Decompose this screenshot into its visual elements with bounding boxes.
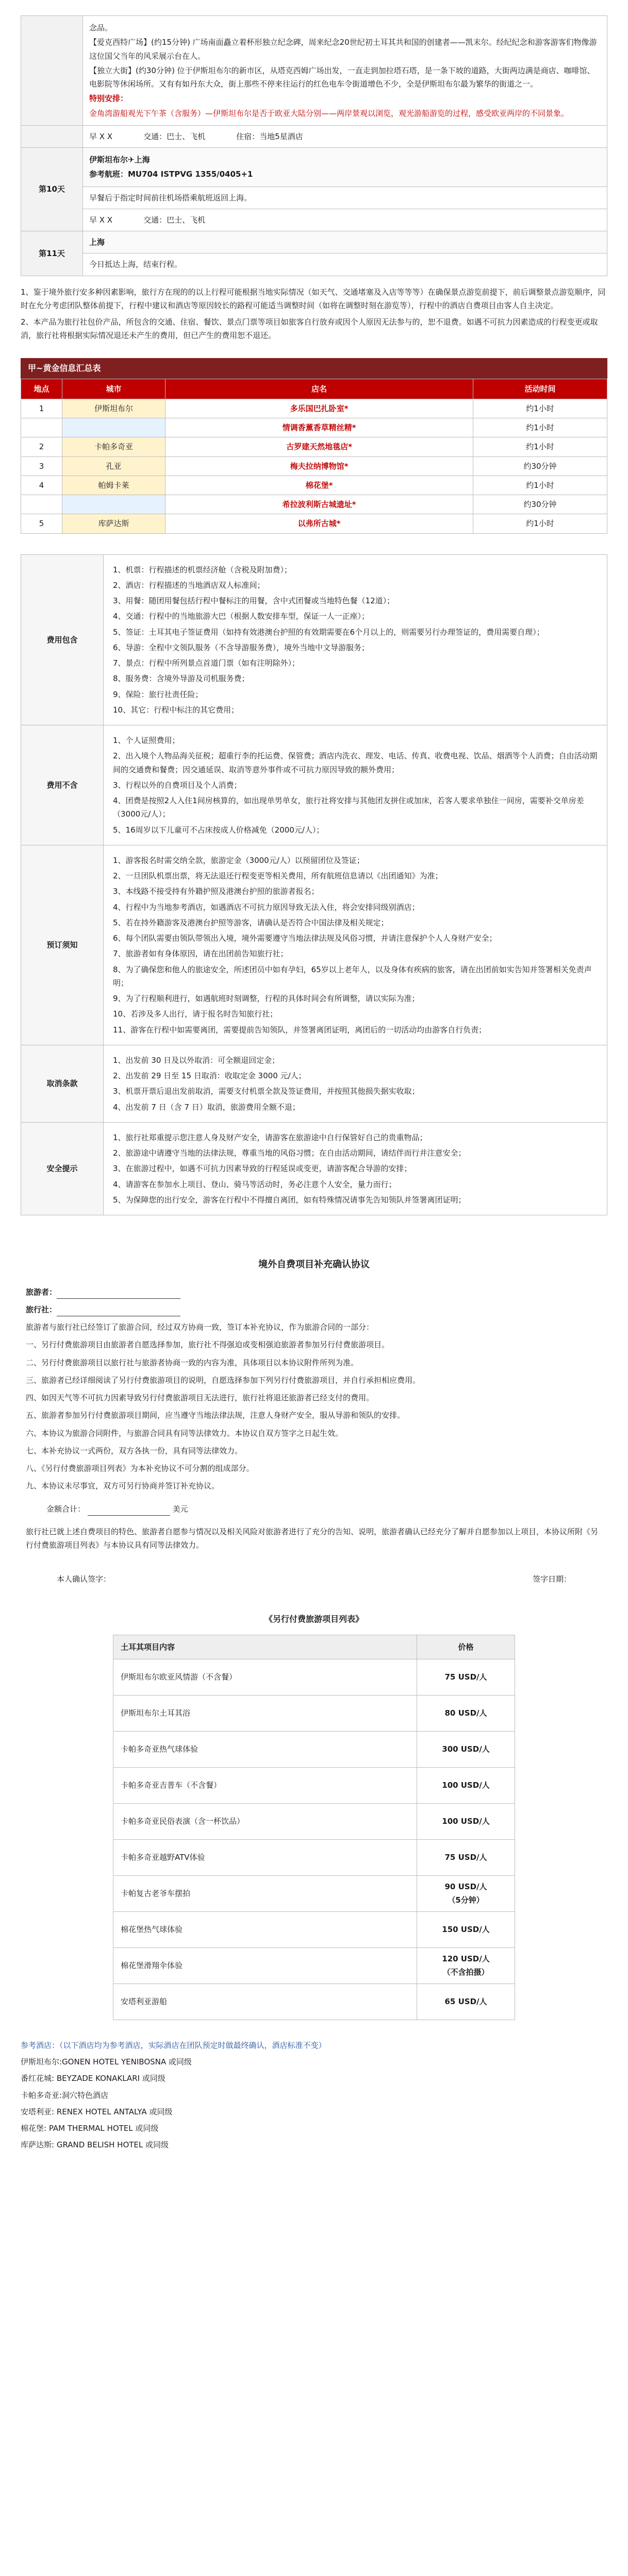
shop-no: 3: [21, 456, 62, 476]
shop-time: 约1小时: [473, 476, 607, 495]
agreement-paragraph: 二、另行付费旅游项目以旅行社与旅游者协商一致的内容为准，具体项目以本协议附件所列为准。: [26, 1358, 359, 1367]
day11-route: 上海: [83, 231, 607, 253]
optional-row: [113, 1803, 515, 1839]
shop-time: 约1小时: [473, 514, 607, 533]
hotel-line: 库萨达斯: GRAND BELISH HOTEL 或同级: [21, 2140, 169, 2150]
term-item: 1、旅行社郑重提示您注意人身及财产安全，请游客在旅游途中自行保管好自己的贵重物品；: [113, 1132, 427, 1142]
day10-route-text: 伊斯坦布尔✈上海: [89, 155, 150, 164]
term-item: 3、在旅游过程中，如遇不可抗力因素导致的行程延误或变更，请游客配合导游的安排；: [113, 1164, 412, 1174]
sign-date: 签字日期：: [532, 1574, 571, 1584]
optional-row: [113, 1984, 515, 2020]
term-item: 9、为了行程顺利进行，如遇航班时刻调整，行程的具体时间会有所调整，请以实际为准；: [113, 994, 420, 1003]
day9-meta: [89, 130, 601, 143]
optional-price: 120 USD/人 （不含拍摄）: [417, 1947, 515, 1984]
hotels-ref: 参考酒店：（以下酒店均为参考酒店，实际酒店在团队预定时做最终确认，酒店标准不变）: [21, 2040, 326, 2050]
optional-header-price: 价格: [417, 1635, 515, 1659]
shop-name: 希拉波利斯古城遗址*: [166, 495, 473, 514]
term-item: 2、酒店：行程描述的当地酒店双人标准间；: [113, 580, 265, 590]
amount-unit: 美元: [172, 1504, 188, 1514]
shop-time: 约1小时: [473, 437, 607, 456]
term-item: 3、行程以外的自费项目及个人消费；: [113, 780, 242, 790]
optional-name: 棉花堡热气球体验: [113, 1911, 417, 1947]
agreement-title: 境外自费项目补充确认协议: [258, 1259, 370, 1270]
term-item: 1、机票：行程描述的机票经济舱（含税及附加费）；: [113, 565, 292, 574]
agreement-paragraph: 五、旅游者参加另行付费旅游项目期间，应当遵守当地法律法规，注意人身财产安全，服从导游和领队的安排。: [26, 1411, 405, 1420]
shop-no: 1: [21, 399, 62, 418]
agreement-paragraph: 旅游者与旅行社已经签订了旅游合同，经过双方协商一致，签订本补充协议，作为旅游合同的一部分：: [26, 1323, 374, 1332]
term-item: 4、出发前 7 日（含 7 日）取消，旅游费用全额不退；: [113, 1102, 300, 1112]
shop-no: 5: [21, 514, 62, 533]
agreement-paragraph: 九、本协议未尽事宜，双方可另行协商并签订补充协议。: [26, 1481, 220, 1491]
shop-col: 地点: [21, 379, 62, 399]
term-item: 2、出发前 29 日至 15 日取消：收取定金 3000 元/人；: [113, 1071, 306, 1080]
optional-name: 卡帕多奇亚吉普车（不含餐）: [113, 1767, 417, 1803]
term-item: 10、若涉及多人出行，请于报名时告知旅行社；: [113, 1009, 278, 1019]
shop-city: 卡帕多奇亚: [62, 437, 166, 456]
amount-label: 金额合计：: [46, 1504, 86, 1514]
notes: [21, 285, 607, 343]
optional-price: 100 USD/人: [417, 1767, 515, 1803]
day9-label: [21, 16, 83, 126]
optional-title: 《另行付费旅游项目列表》: [264, 1614, 363, 1624]
optional-price: 100 USD/人: [417, 1803, 515, 1839]
optional-price: 300 USD/人: [417, 1731, 515, 1767]
term-item: 1、游客报名时需交纳全款，旅游定金（3000元/人）以预留团位及签证；: [113, 855, 365, 865]
hotel-line: 伊斯坦布尔:GONEN HOTEL YENIBOSNA 或同级: [21, 2057, 192, 2066]
optional-row: [113, 1695, 515, 1731]
term-item: 8、服务费：含境外导游及司机服务费；: [113, 674, 250, 684]
tourist-field[interactable]: [57, 1290, 180, 1299]
agreement-paragraph: 六、本协议为旅游合同附件，与旅游合同具有同等法律效力。本协议自双方签字之日起生效。: [26, 1428, 343, 1438]
shop-no: 2: [21, 437, 62, 456]
optional-name: 棉花堡滑翔伞体验: [113, 1947, 417, 1984]
shop-row: [21, 514, 607, 533]
agreement-paragraphs: [26, 1320, 602, 1493]
excluded-label: 费用不含: [21, 725, 104, 845]
day10-label: 第10天: [21, 148, 83, 231]
cancel-items: [104, 1045, 607, 1122]
booking-items: [104, 845, 607, 1045]
shop-row: [21, 495, 607, 514]
special-title: 特别安排：: [89, 94, 128, 104]
optional-price: 90 USD/人 （5分钟）: [417, 1875, 515, 1911]
shop-name: 棉花堡*: [166, 476, 473, 495]
shop-col: 店名: [166, 379, 473, 399]
cost-items: [104, 554, 607, 725]
shop-table: [21, 379, 607, 534]
agreement-paragraph: 四、如因天气等不可抗力因素导致另行付费旅游项目无法进行，旅行社将退还旅游者已经支付的费用。: [26, 1393, 374, 1402]
terms-table: [21, 554, 607, 1216]
day10-meta: [89, 213, 601, 227]
hotel-line: 卡帕多奇亚:洞穴特色酒店: [21, 2090, 109, 2100]
term-item: 4、交通：行程中的当地旅游大巴（根据人数安排车型，保证一人一正座）；: [113, 612, 370, 621]
optional-header-item: 土耳其项目内容: [113, 1635, 417, 1659]
optional-name: 伊斯坦布尔欧亚风情游（不含餐）: [113, 1659, 417, 1695]
optional-row: [113, 1839, 515, 1875]
optional-row: [113, 1947, 515, 1984]
itinerary-table: [21, 15, 607, 276]
amount-field[interactable]: [88, 1506, 170, 1516]
term-item: 6、每个团队需要由领队带领出入境，境外需要遵守当地法律法规及风俗习惯，并请注意保护个人人身财产安全；: [113, 934, 497, 943]
hotel-line: 安塔利亚: RENEX HOTEL ANTALYA 或同级: [21, 2107, 173, 2116]
optional-price: 80 USD/人: [417, 1695, 515, 1731]
shop-name: 以弗所古城*: [166, 514, 473, 533]
term-item: 6、导游：全程中文领队服务（不含导游服务费），境外当地中文导游服务；: [113, 642, 370, 652]
tourist-label: 旅游者：: [26, 1287, 57, 1297]
optional-price: 150 USD/人: [417, 1911, 515, 1947]
shop-city: [62, 418, 166, 437]
note: 2、本产品为旅行社包价产品，所包含的交通、住宿、餐饮、景点门票等项目如旅客自行放弃或因个人原因无法参与的，恕不退费。如遇不可抗力因素造成的行程变更或取消，旅行社将根据实际情况退还未产生的费用，但已产生的费用恕不退还。: [21, 317, 598, 341]
optional-name: 卡帕多奇亚民俗表演（含一杯饮品）: [113, 1803, 417, 1839]
day9-hotel: 住宿：当地5星酒店: [236, 131, 303, 141]
optional-price: 75 USD/人: [417, 1659, 515, 1695]
shop-city: [62, 495, 166, 514]
shop-time: 约1小时: [473, 418, 607, 437]
day10-meal: 早 X X: [89, 215, 113, 225]
agreement-paragraph: 七、本补充协议一式两份，双方各执一份，具有同等法律效力。: [26, 1446, 243, 1455]
shop-row: [21, 456, 607, 476]
day11-label: 第11天: [21, 231, 83, 276]
day10-route: [83, 148, 607, 187]
shop-time: 约1小时: [473, 399, 607, 418]
optional-row: [113, 1659, 515, 1695]
term-item: 7、旅游者如有身体原因，请在出团前告知旅行社；: [113, 949, 288, 959]
hotel-line: 番红花城: BEYZADE KONAKLARI 或同级: [21, 2074, 166, 2083]
term-item: 5、若在持外籍游客及港澳台护照等游客，请确认是否符合中国法律及相关规定；: [113, 918, 389, 927]
agreement-paragraph: 一、另行付费旅游项目由旅游者自愿选择参加，旅行社不得强迫或变相强迫旅游者参加另行付费旅游项目。: [26, 1340, 390, 1350]
day9-meta-label: [21, 125, 83, 147]
term-item: 5、16周岁以下儿童可不占床按成人价格减免（2000元/人）；: [113, 825, 324, 835]
shop-city: 孔亚: [62, 456, 166, 476]
shop-no: [21, 495, 62, 514]
shop-row: [21, 437, 607, 456]
shop-name: 古罗建天然地毯店*: [166, 437, 473, 456]
shop-no: 4: [21, 476, 62, 495]
shop-no: [21, 418, 62, 437]
cost-label: 费用包含: [21, 554, 104, 725]
sign-row: [26, 1572, 602, 1586]
term-item: 4、请游客在参加水上项目、登山、骑马等活动时，务必注意个人安全，量力而行；: [113, 1179, 396, 1189]
agency-field[interactable]: [57, 1307, 180, 1316]
term-item: 5、为保障您的出行安全，游客在行程中不得擅自离团，如有特殊情况请事先告知领队并签署离团证明；: [113, 1195, 466, 1205]
note: 1、鉴于境外旅行安多种因素影响，旅行方在现的的以上行程可能根据当地实际情况（如天气、交通堵塞及入店等等等）在确保景点游览前提下，前后调整景点游览顺序，同时在允分考虑团队整体前提下，行程中建议和酒店等原因较长的路程可能适当调整时间（如将在调整时刻在游览等），行程中的酒店自费项目由客人自主决定。: [21, 287, 606, 310]
shop-name: 情调香薰香草精丝精*: [166, 418, 473, 437]
day9-line: 【爱克西特广场】(约15分钟) 广场南面矗立着杯形独立纪念碑，周来纪念20世纪初土耳其共和国的创建者——凯末尔。经纪纪念和游客游客们物像游这位国父当年的风采展示台在人。: [89, 38, 597, 61]
day9-meal: 早 X X: [89, 131, 113, 141]
day9-line: 念品。: [89, 23, 113, 32]
term-item: 1、个人证照费用；: [113, 736, 180, 745]
agreement-paragraph: 八、《另行付费旅游项目列表》为本补充协议不可分割的组成部分。: [26, 1464, 254, 1473]
sign-tourist: 本人确认签字：: [57, 1574, 111, 1584]
shop-time: 约30分钟: [473, 495, 607, 514]
term-item: 8、为了确保您和他人的旅途安全，所述团员中如有孕妇，65岁以上老年人，以及身体有疾病的旅客，请在出团前如实告知并签署相关免责声明；: [113, 964, 592, 988]
term-item: 4、团费是按照2人入住1间房核算的，如出现单男单女，旅行社将安排与其他团友拼住或加床，若客人要求单独住一间房，需要补交单房差（3000元/人）；: [113, 796, 584, 819]
term-item: 1、出发前 30 日及以外取消：可全额退回定金；: [113, 1055, 280, 1065]
day9-transport: 交通：巴士、飞机: [143, 131, 206, 141]
optional-name: 卡帕多奇亚热气球体验: [113, 1731, 417, 1767]
term-item: 3、本线路不接受持有外籍护照及港澳台护照的旅游者报名；: [113, 887, 319, 896]
optional-name: 卡帕多奇亚越野ATV体验: [113, 1839, 417, 1875]
excluded-items: [104, 725, 607, 845]
term-item: 2、一旦团队机票出票，将无法退还行程变更等相关费用，所有航班信息请以《出团通知》为准；: [113, 871, 443, 880]
safety-label: 安全提示: [21, 1122, 104, 1215]
shop-row: [21, 418, 607, 437]
shop-time: 约30分钟: [473, 456, 607, 476]
hotel-line: 棉花堡: PAM THERMAL HOTEL 或同级: [21, 2124, 159, 2133]
term-item: 10、其它：行程中标注的其它费用；: [113, 705, 239, 715]
agency-label: 旅行社：: [26, 1304, 57, 1314]
term-item: 2、旅游途中请遵守当地的法律法规，尊重当地的风俗习惯；在自由活动期间，请结伴而行并注意安全；: [113, 1148, 466, 1158]
day9-content: [83, 16, 607, 126]
term-item: 5、签证：土耳其电子签证费用（如持有效港澳台护照的有效期需要在6个月以上的，则需要另行办理签证的，费用需要自理）；: [113, 627, 544, 637]
optional-name: 卡帕复古老爷车摆拍: [113, 1875, 417, 1911]
hotel-lines: [21, 2055, 607, 2152]
agreement-paragraph: 三、旅游者已经详细阅读了另行付费旅游项目的说明，自愿选择参加下列另行付费旅游项目，并自行承担相应费用。: [26, 1375, 421, 1385]
optional-row: [113, 1875, 515, 1911]
optional-price: 65 USD/人: [417, 1984, 515, 2020]
term-item: 3、用餐：随团用餐包括行程中餐标注的用餐，含中式团餐或当地特色餐（12道）；: [113, 596, 395, 605]
optional-name: 伊斯坦布尔土耳其浴: [113, 1695, 417, 1731]
term-item: 11、游客在行程中如需要离团，需要提前告知领队，并签署离团证明，离团后的一切活动均由游客自行负责；: [113, 1025, 487, 1035]
day9-line: 【独立大街】(约30分钟) 位于伊斯坦布尔的新市区，从塔克西姆广场出发，一直走到加拉塔石塔，是一条下坡的道路，大街两边满是商店、咖啡馆、电影院等休闲场所。又有有如丹东大众，街上那些不停来往运行的红色电车令街道增色不少，全是伊斯坦布尔最为繁华的街道之一。: [89, 65, 595, 89]
agreement: [21, 1257, 607, 1586]
shop-col: 活动时间: [473, 379, 607, 399]
term-item: 9、保险：旅行社责任险；: [113, 689, 203, 699]
special-text: 金角湾游船观光下午茶（含服务）—伊斯坦布尔是否于欧亚大陆分别——两岸景观以浏览，观光游船游览的过程，感受欧亚两岸的不同景象。: [89, 108, 569, 118]
shop-row: [21, 399, 607, 418]
term-item: 7、景点：行程中所列景点首道门票（如有注明除外）；: [113, 658, 300, 668]
day10-desc: 早餐后于指定时间前往机场搭乘航班返回上海。: [83, 187, 607, 209]
optional-row: [113, 1731, 515, 1767]
booking-label: 预订须知: [21, 845, 104, 1045]
shop-col: 城市: [62, 379, 166, 399]
shop-heading: 甲~黄金信息汇总表: [21, 358, 607, 379]
optional-row: [113, 1767, 515, 1803]
optional-price: 75 USD/人: [417, 1839, 515, 1875]
shop-city: 帕姆卡莱: [62, 476, 166, 495]
shop-row: [21, 476, 607, 495]
day11-desc: 今日抵达上海，结束行程。: [83, 253, 607, 276]
agreement-closing: 旅行社已就上述自费项目的特色、旅游者自愿参与情况以及相关风险对旅游者进行了充分的告知、说明，旅游者确认已经充分了解并自愿参加以上项目，本协议所附《另行付费旅游项目列表》与本协议具有同等法律效力。: [26, 1527, 599, 1550]
optional-row: [113, 1911, 515, 1947]
shop-name: 多乐国巴扎卧室*: [166, 399, 473, 418]
day10-transport: 交通：巴士、飞机: [143, 215, 206, 225]
term-item: 2、出入境个人物品海关征税；超重行李的托运费、保管费；酒店内洗衣、理发、电话、传真、收费电视、饮品、烟酒等个人消费；自由活动期间的交通费和餐费；因交通延误、取消等意外事件或不可抗力原因导致的额外费用；: [113, 751, 598, 774]
term-item: 4、行程中为当地参考酒店，如遇酒店不可抗力原因导致无法入住，将会安排同级别酒店；: [113, 902, 420, 912]
hotels: [21, 2039, 607, 2152]
safety-items: [104, 1122, 607, 1215]
day10-flight: 参考航班：MU704 ISTPVG 1355/0405+1: [89, 170, 253, 179]
term-item: 3、机票开票后退出发前取消，需要支付机票全款及签证费用，并按照其他损失据实收取；: [113, 1087, 420, 1096]
cancel-label: 取消条款: [21, 1045, 104, 1122]
optional-table: [113, 1635, 515, 2020]
shop-name: 梅夫拉纳博物馆*: [166, 456, 473, 476]
shop-city: 库萨达斯: [62, 514, 166, 533]
shop-city: 伊斯坦布尔: [62, 399, 166, 418]
optional-name: 安塔利亚游船: [113, 1984, 417, 2020]
